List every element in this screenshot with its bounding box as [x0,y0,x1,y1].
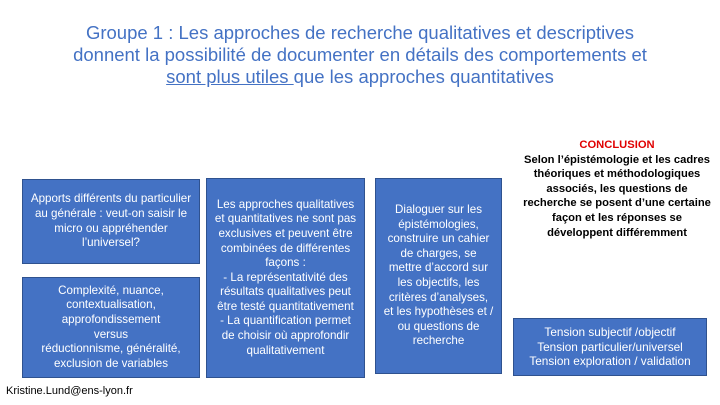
box-tensions [513,318,707,376]
box-tensions-line-1: Tension subjectif /objectif [544,325,676,340]
box-complexite-reductionnisme [22,277,200,378]
box-complexite-line-1: Complexité, nuance, contextualisation, approfondissement [58,283,164,326]
slide-title-line-2: donnent la possibilité de documenter en détails des comportements et [73,44,647,65]
box-complexite-line-2: versus [93,327,129,341]
slide-title [0,22,720,88]
box-complexite-line-3: réductionnisme, généralité, exclusion de variables [41,342,181,370]
box-dialoguer-epistemologies [375,178,502,374]
slide-title-line-3 [0,66,720,88]
box-tensions-line-2: Tension particulier/universel [537,339,683,354]
conclusion-text: Selon l’épistémologie et les cadres théoriques et méthodologiques associés, les questions de recherche se posent d’une certaine façon et les réponses se développent différemment [523,153,711,239]
box-approches-intro: Les approches qualitatives et quantitatives ne sont pas exclusives et peuvent être combinées de différentes façons : [214,197,357,270]
slide-title-line-3-rest: que les approches quantitatives [293,66,554,87]
box-tensions-line-3: Tension exploration / validation [529,354,691,369]
slide-title-line-1: Groupe 1 : Les approches de recherche qualitatives et descriptives [85,22,635,43]
box-apports-differents [22,179,200,264]
box-approches-bullet-2: - La quantification permet de choisir où approfondir qualitativement [220,314,351,357]
conclusion-heading: CONCLUSION [579,139,655,151]
footer-email: Kristine.Lund@ens-lyon.fr [6,385,133,397]
box-dialoguer-text: Dialoguer sur les épistémologies, construire un cahier de charges, se mettre d’accord sur les objectifs, les critères d’analyses, et les hypothèses et / ou questions de recherche [383,203,494,348]
box-approches-bullet-1: - La représentativité des résultats qualitatives peut être testé quantitativement [217,270,354,313]
box-approches-list [214,271,357,359]
box-apports-text: Apports différents du particulier au générale : veut-on saisir le micro ou appréhender l’universel? [30,192,192,250]
conclusion-block [522,138,712,240]
slide-title-underlined-text: sont plus utiles [166,66,294,87]
box-approches-combinees [206,178,365,378]
